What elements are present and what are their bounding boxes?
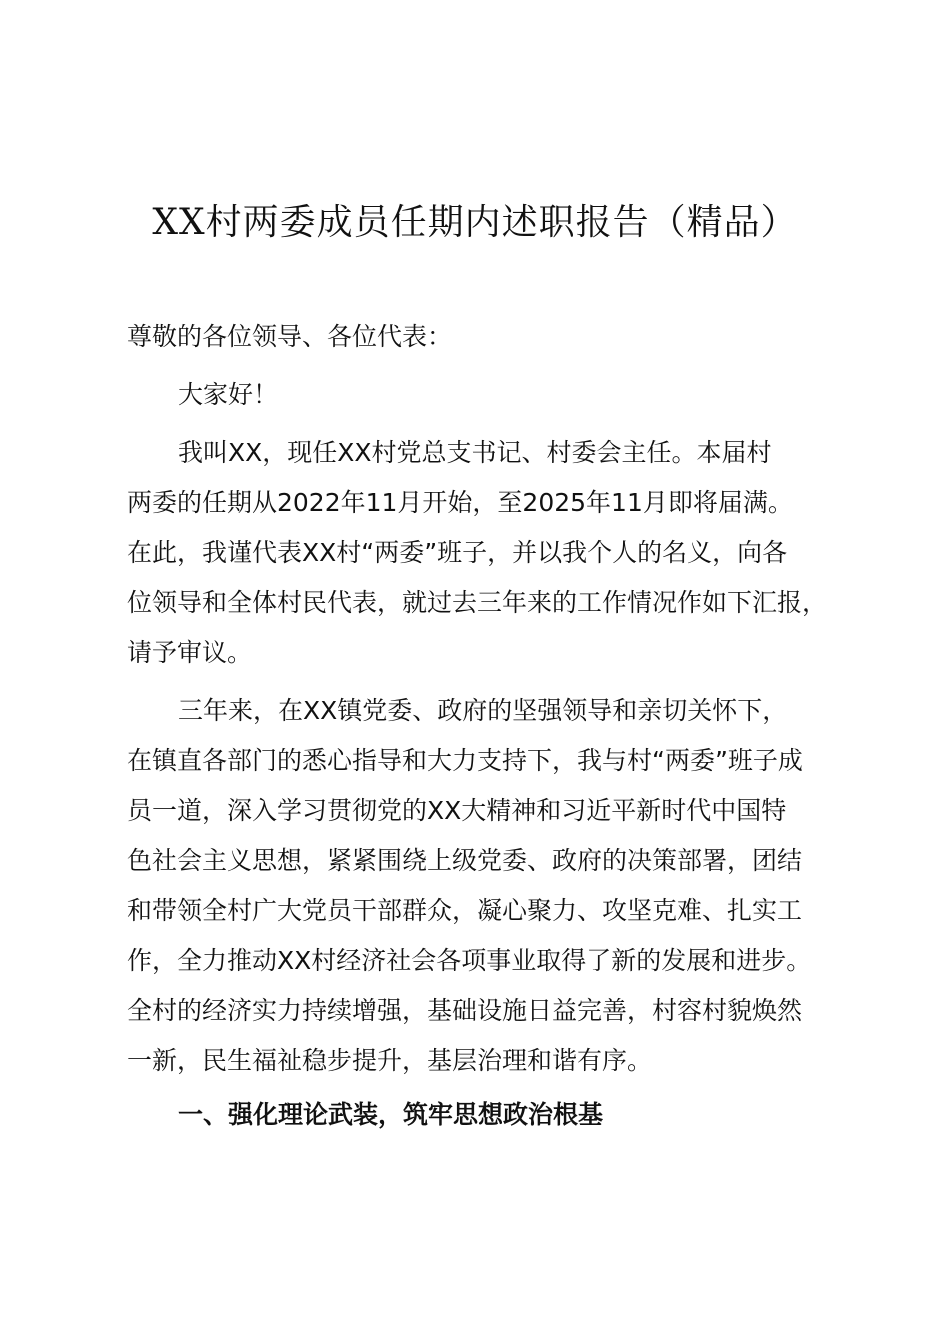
paragraph-2-line: 和带领全村广大党员干部群众，凝心聚力、攻坚克难、扎实工 [127,896,803,925]
paragraph-2-line: 全村的经济实力持续增强，基础设施日益完善，村容村貌焕然 [127,996,803,1025]
paragraph-1-line: 请予审议。 [127,638,253,667]
paragraph-1-line: 我叫XX，现任XX村党总支书记、村委会主任。本届村 [178,438,772,467]
paragraph-1-line: 两委的任期从2022年11月开始，至2025年11月即将届满。 [127,488,793,517]
greeting: 大家好！ [178,380,279,409]
paragraph-2-line: 作，全力推动XX村经济社会各项事业取得了新的发展和进步。 [127,946,812,975]
paragraph-2-line: 色社会主义思想，紧紧围绕上级党委、政府的决策部署，团结 [127,846,803,875]
paragraph-1-line: 位领导和全体村民代表，就过去三年来的工作情况作如下汇报， [127,588,828,617]
section-heading: 一、强化理论武装，筑牢思想政治根基 [178,1100,604,1129]
document-title: XX村两委成员任期内述职报告（精品） [152,202,798,243]
paragraph-2-line: 员一道，深入学习贯彻党的XX大精神和习近平新时代中国特 [127,796,787,825]
paragraph-2-line: 三年来，在XX镇党委、政府的坚强领导和亲切关怀下， [178,696,788,725]
paragraph-2-line: 一新，民生福祉稳步提升，基层治理和谐有序。 [127,1046,653,1075]
paragraph-2-line: 在镇直各部门的悉心指导和大力支持下，我与村“两委”班子成 [127,746,803,775]
paragraph-1-line: 在此，我谨代表XX村“两委”班子，并以我个人的名义，向各 [127,538,788,567]
salutation: 尊敬的各位领导、各位代表： [127,322,453,351]
